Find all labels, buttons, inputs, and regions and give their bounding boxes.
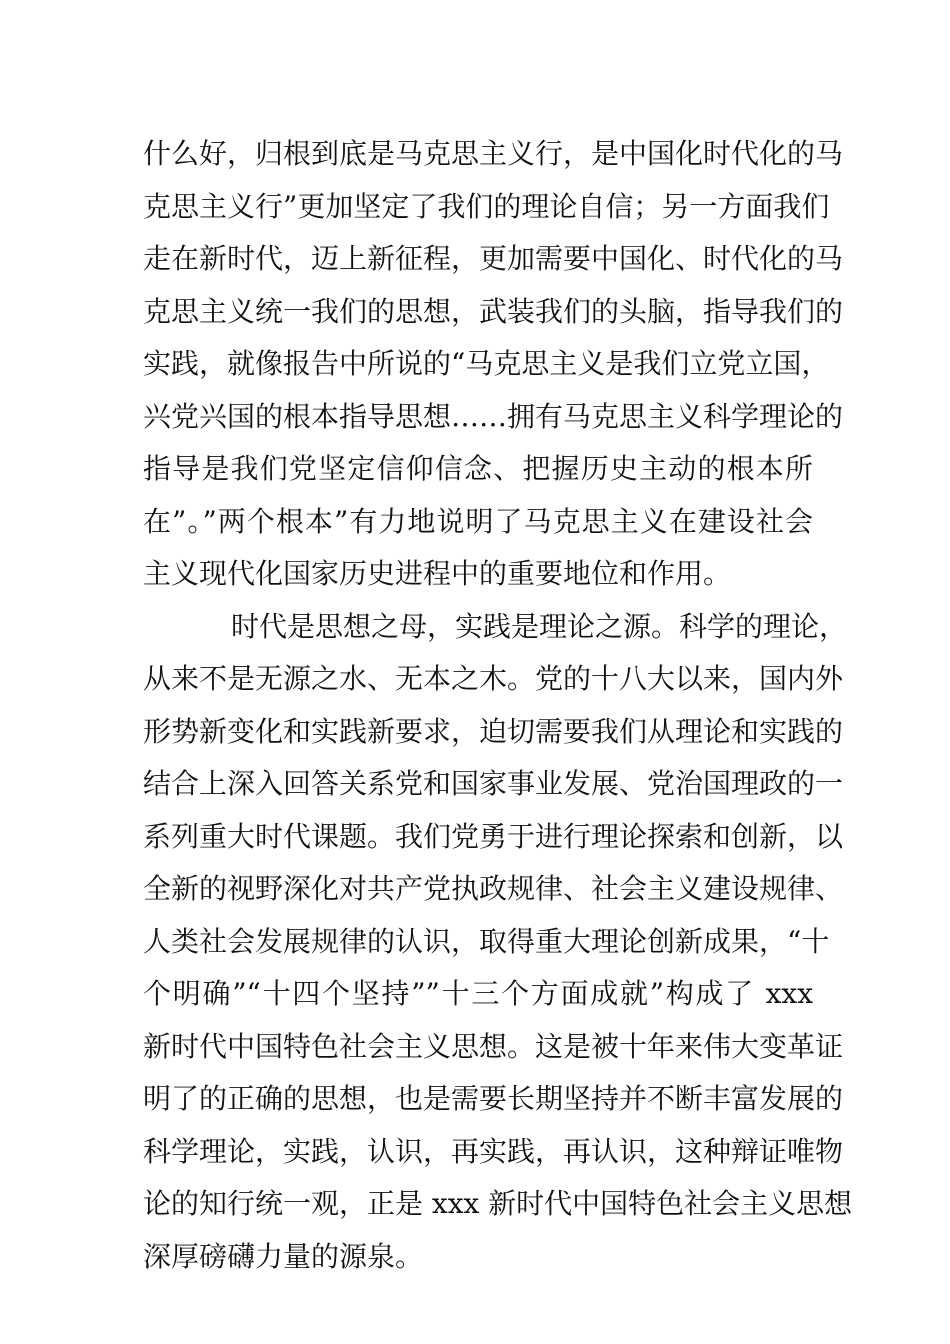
- text-line: 深厚磅礴力量的源泉。: [143, 1239, 424, 1273]
- text-line: 形势新变化和实践新要求，迫切需要我们从理论和实践的: [143, 714, 844, 748]
- text-line: 走在新时代，迈上新征程，更加需要中国化、时代化的马: [143, 242, 844, 275]
- text-line: 论的知行统一观，正是 xxx 新时代中国特色社会主义思想: [143, 1187, 853, 1220]
- text-line: 主义现代化国家历史进程中的重要地位和作用。: [143, 557, 732, 590]
- text-line: 科学理论，实践，认识，再实践，再认识，这种辩证唯物: [143, 1134, 844, 1168]
- text-line: 实践，就像报告中所说的“马克思主义是我们立党立国，: [143, 347, 830, 380]
- text-line: 结合上深入回答关系党和国家事业发展、党治国理政的一: [143, 767, 844, 800]
- text-line: 在”。”两个根本”有力地说明了马克思主义在建设社会: [143, 504, 813, 538]
- text-line: 指导是我们党坚定信仰信念、把握历史主动的根本所: [143, 452, 813, 485]
- paragraph-first-line: 时代是思想之母，实践是理论之源。科学的理论，: [231, 609, 848, 643]
- body-text: [143, 128, 853, 1283]
- text-line: 兴党兴国的根本指导思想……拥有马克思主义科学理论的: [143, 399, 844, 433]
- text-line: 从来不是无源之水、无本之木。党的十八大以来，国内外: [143, 662, 844, 695]
- text-line: 克思主义行”更加坚定了我们的理论自信；另一方面我们: [143, 189, 830, 223]
- text-line: 新时代中国特色社会主义思想。这是被十年来伟大变革证: [143, 1029, 844, 1063]
- text-line: 人类社会发展规律的认识，取得重大理论创新成果，“十: [143, 924, 830, 958]
- text-line: 明了的正确的思想，也是需要长期坚持并不断丰富发展的: [143, 1082, 844, 1115]
- text-line: 什么好，归根到底是马克思主义行，是中国化时代化的马: [143, 137, 844, 170]
- text-line: 克思主义统一我们的思想，武装我们的头脑，指导我们的: [143, 294, 844, 328]
- text-line: 系列重大时代课题。我们党勇于进行理论探索和创新，以: [143, 819, 844, 853]
- text-line: 全新的视野深化对共产党执政规律、社会主义建设规律、: [143, 872, 844, 905]
- text-line: 个明确”“十四个坚持””十三个方面成就”构成了 xxx: [143, 977, 813, 1010]
